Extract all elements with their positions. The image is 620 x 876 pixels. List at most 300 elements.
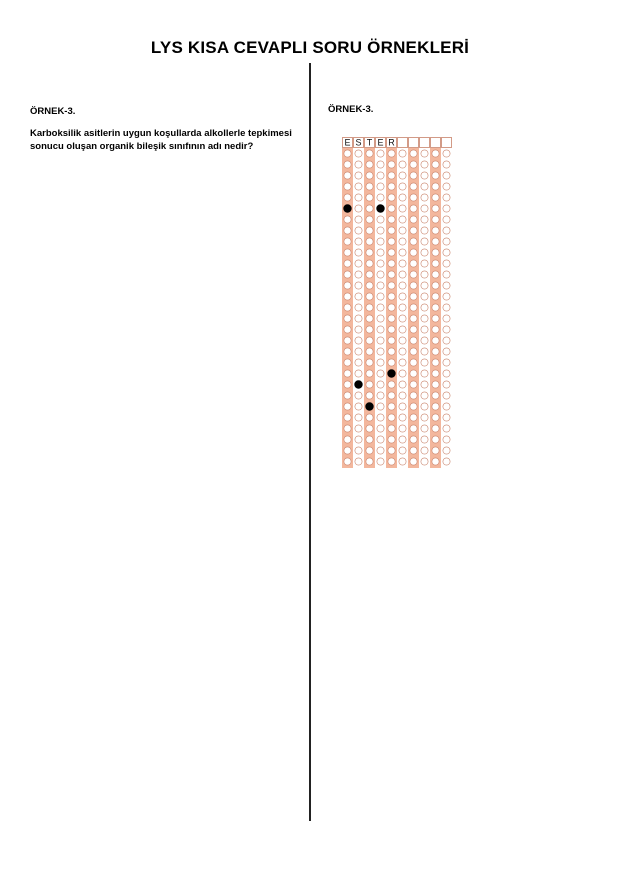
answer-bubble: [432, 425, 439, 432]
answer-bubble: [355, 392, 362, 399]
answer-bubble: [421, 326, 428, 333]
answer-bubble: [410, 161, 417, 168]
answer-bubble: [366, 172, 373, 179]
answer-bubble: [399, 249, 406, 256]
answer-bubble: [377, 403, 384, 410]
answer-bubble: [366, 282, 373, 289]
right-example-label: ÖRNEK-3.: [328, 104, 374, 115]
answer-bubble: [410, 183, 417, 190]
answer-bubble: [366, 414, 373, 421]
answer-bubble: [388, 150, 395, 157]
answer-bubble: [366, 436, 373, 443]
answer-bubble: [366, 238, 373, 245]
answer-bubble: [344, 348, 351, 355]
answer-bubble: [377, 227, 384, 234]
answer-bubble: [388, 414, 395, 421]
answer-bubble: [388, 326, 395, 333]
answer-bubble: [388, 337, 395, 344]
answer-bubble: [432, 326, 439, 333]
answer-bubble: [344, 304, 351, 311]
answer-bubble: [388, 447, 395, 454]
answer-bubble: [344, 359, 351, 366]
answer-bubble: [410, 348, 417, 355]
answer-bubble: [443, 348, 450, 355]
left-example-label: ÖRNEK-3.: [30, 106, 76, 117]
answer-bubble: [344, 150, 351, 157]
answer-bubble: [344, 282, 351, 289]
answer-bubble: [410, 381, 417, 388]
answer-bubble: [344, 227, 351, 234]
answer-bubble: [443, 183, 450, 190]
answer-bubble: [344, 326, 351, 333]
answer-bubble: [366, 392, 373, 399]
answer-bubble: [410, 370, 417, 377]
answer-bubble: [410, 172, 417, 179]
answer-bubble: [399, 403, 406, 410]
answer-bubble: [432, 304, 439, 311]
answer-box: [409, 138, 419, 148]
answer-bubble: [421, 348, 428, 355]
answer-bubble: [443, 315, 450, 322]
answer-bubble: [410, 260, 417, 267]
answer-bubble: [410, 293, 417, 300]
answer-letter: E: [377, 137, 384, 148]
answer-bubble: [366, 293, 373, 300]
answer-bubble: [388, 194, 395, 201]
answer-bubble: [432, 381, 439, 388]
answer-bubble: [443, 172, 450, 179]
answer-bubble: [355, 172, 362, 179]
answer-bubble: [344, 260, 351, 267]
answer-bubble: [355, 436, 362, 443]
answer-bubble: [366, 194, 373, 201]
answer-bubble: [377, 282, 384, 289]
answer-bubble: [432, 161, 439, 168]
answer-bubble: [410, 447, 417, 454]
answer-bubble: [399, 447, 406, 454]
answer-bubble: [399, 315, 406, 322]
answer-bubble: [399, 194, 406, 201]
answer-bubble: [388, 293, 395, 300]
answer-bubble: [410, 282, 417, 289]
answer-bubble: [355, 150, 362, 157]
answer-bubble: [399, 370, 406, 377]
answer-bubble: [377, 161, 384, 168]
answer-bubble: [432, 293, 439, 300]
answer-bubble: [410, 315, 417, 322]
answer-bubble: [421, 216, 428, 223]
answer-bubble: [355, 403, 362, 410]
answer-bubble: [366, 205, 373, 212]
answer-bubble: [377, 381, 384, 388]
answer-bubble: [388, 249, 395, 256]
answer-bubble: [443, 370, 450, 377]
answer-bubble: [377, 315, 384, 322]
answer-bubble: [355, 337, 362, 344]
answer-bubble: [355, 238, 362, 245]
answer-box: [442, 138, 452, 148]
answer-bubble: [355, 216, 362, 223]
answer-bubble: [377, 260, 384, 267]
answer-bubble: [443, 458, 450, 465]
answer-bubble: [355, 249, 362, 256]
answer-bubble: [432, 315, 439, 322]
answer-bubble: [410, 414, 417, 421]
answer-bubble: [344, 403, 351, 410]
answer-bubble: [421, 150, 428, 157]
answer-bubble: [432, 436, 439, 443]
answer-bubble: [366, 249, 373, 256]
answer-bubble: [344, 172, 351, 179]
answer-bubble: [432, 370, 439, 377]
answer-bubble: [366, 359, 373, 366]
answer-bubble: [421, 392, 428, 399]
answer-bubble: [410, 425, 417, 432]
answer-bubble: [421, 403, 428, 410]
answer-bubble: [443, 249, 450, 256]
answer-bubble: [388, 172, 395, 179]
answer-bubble: [421, 293, 428, 300]
answer-bubble: [443, 205, 450, 212]
answer-bubble: [355, 161, 362, 168]
answer-bubble: [399, 337, 406, 344]
answer-bubble: [410, 403, 417, 410]
answer-bubble: [366, 315, 373, 322]
answer-bubble: [366, 348, 373, 355]
answer-bubble: [377, 172, 384, 179]
answer-bubble: [421, 205, 428, 212]
answer-bubble: [421, 183, 428, 190]
answer-bubble: [377, 458, 384, 465]
answer-bubble: [344, 425, 351, 432]
answer-box: [431, 138, 441, 148]
answer-bubble: [410, 205, 417, 212]
answer-bubble: [399, 392, 406, 399]
answer-bubble: [421, 161, 428, 168]
answer-bubble: [443, 403, 450, 410]
answer-bubble: [399, 414, 406, 421]
answer-bubble: [443, 436, 450, 443]
answer-box: [398, 138, 408, 148]
answer-bubble: [366, 227, 373, 234]
answer-bubble: [421, 282, 428, 289]
answer-bubble: [355, 359, 362, 366]
answer-bubble: [443, 161, 450, 168]
answer-bubble: [410, 337, 417, 344]
answer-bubble: [377, 392, 384, 399]
answer-bubble: [432, 414, 439, 421]
answer-bubble: [410, 359, 417, 366]
answer-bubble: [377, 216, 384, 223]
answer-bubble: [421, 249, 428, 256]
answer-bubble: [399, 326, 406, 333]
answer-bubble: [399, 260, 406, 267]
answer-bubble: [421, 227, 428, 234]
answer-bubble: [377, 150, 384, 157]
answer-bubble: [366, 216, 373, 223]
answer-bubble: [344, 216, 351, 223]
answer-bubble: [410, 150, 417, 157]
answer-bubble: [377, 304, 384, 311]
answer-bubble: [421, 414, 428, 421]
answer-bubble: [355, 227, 362, 234]
answer-bubble: [399, 172, 406, 179]
answer-bubble: [443, 447, 450, 454]
answer-bubble: [432, 150, 439, 157]
answer-bubble: [421, 436, 428, 443]
answer-bubble: [410, 458, 417, 465]
answer-bubble-marked: [388, 370, 396, 378]
answer-bubble: [344, 315, 351, 322]
answer-bubble: [421, 172, 428, 179]
answer-bubble: [388, 315, 395, 322]
answer-bubble: [377, 425, 384, 432]
answer-bubble: [344, 392, 351, 399]
answer-bubble: [421, 425, 428, 432]
answer-bubble: [432, 172, 439, 179]
answer-bubble: [399, 150, 406, 157]
answer-bubble: [344, 436, 351, 443]
answer-bubble: [355, 458, 362, 465]
answer-bubble: [399, 359, 406, 366]
answer-bubble: [388, 238, 395, 245]
answer-bubble: [421, 315, 428, 322]
answer-bubble: [399, 238, 406, 245]
page-title: LYS KISA CEVAPLI SORU ÖRNEKLERİ: [150, 38, 470, 57]
answer-bubble: [355, 271, 362, 278]
answer-bubble: [388, 227, 395, 234]
answer-bubble: [377, 249, 384, 256]
answer-bubble: [399, 381, 406, 388]
answer-bubble: [344, 249, 351, 256]
answer-bubble: [366, 370, 373, 377]
answer-bubble: [377, 337, 384, 344]
answer-bubble: [443, 359, 450, 366]
answer-bubble: [443, 282, 450, 289]
answer-bubble: [355, 260, 362, 267]
answer-bubble: [355, 293, 362, 300]
answer-bubble: [399, 271, 406, 278]
answer-bubble: [344, 458, 351, 465]
answer-bubble: [432, 227, 439, 234]
answer-bubble: [432, 447, 439, 454]
answer-bubble: [377, 238, 384, 245]
answer-bubble: [399, 304, 406, 311]
answer-bubble: [432, 403, 439, 410]
answer-bubble: [366, 326, 373, 333]
answer-bubble: [366, 150, 373, 157]
answer-bubble: [421, 447, 428, 454]
answer-bubble: [344, 194, 351, 201]
answer-bubble: [366, 447, 373, 454]
answer-bubble: [432, 216, 439, 223]
answer-bubble: [443, 293, 450, 300]
answer-bubble: [344, 370, 351, 377]
answer-bubble: [399, 183, 406, 190]
answer-bubble: [344, 414, 351, 421]
answer-bubble: [355, 282, 362, 289]
answer-bubble: [399, 293, 406, 300]
answer-bubble: [355, 183, 362, 190]
answer-bubble: [410, 227, 417, 234]
answer-bubble: [366, 304, 373, 311]
answer-bubble: [399, 282, 406, 289]
answer-bubble: [432, 205, 439, 212]
answer-bubble: [355, 348, 362, 355]
answer-bubble: [377, 326, 384, 333]
answer-bubble: [410, 216, 417, 223]
answer-bubble: [432, 183, 439, 190]
answer-bubble: [355, 414, 362, 421]
answer-bubble: [377, 414, 384, 421]
answer-bubble: [399, 205, 406, 212]
answer-bubble: [443, 414, 450, 421]
answer-bubble: [344, 161, 351, 168]
answer-bubble: [366, 271, 373, 278]
answer-bubble: [355, 304, 362, 311]
answer-bubble: [355, 315, 362, 322]
answer-bubble: [355, 194, 362, 201]
answer-bubble: [355, 205, 362, 212]
answer-bubble: [366, 183, 373, 190]
answer-bubble: [377, 293, 384, 300]
question-text: [30, 128, 300, 153]
answer-bubble: [410, 194, 417, 201]
answer-bubble: [377, 447, 384, 454]
answer-bubble: [388, 205, 395, 212]
answer-bubble: [344, 337, 351, 344]
answer-bubble-marked: [377, 205, 385, 213]
answer-bubble: [443, 392, 450, 399]
answer-bubble: [421, 271, 428, 278]
answer-bubble: [388, 260, 395, 267]
answer-bubble: [410, 271, 417, 278]
column-divider: [309, 63, 311, 821]
question-line-2: sonucu oluşan organik bileşik sınıfının adı nedir?: [30, 140, 254, 152]
answer-bubble: [344, 293, 351, 300]
answer-bubble: [421, 260, 428, 267]
answer-bubble: [399, 161, 406, 168]
answer-bubble: [443, 238, 450, 245]
answer-bubble: [443, 271, 450, 278]
answer-bubble: [388, 282, 395, 289]
answer-bubble-marked: [344, 205, 352, 213]
answer-bubble: [399, 227, 406, 234]
answer-bubble: [432, 348, 439, 355]
answer-bubble: [443, 216, 450, 223]
answer-bubble: [443, 381, 450, 388]
answer-bubble: [388, 348, 395, 355]
answer-bubble: [388, 392, 395, 399]
answer-bubble: [443, 194, 450, 201]
answer-bubble: [421, 370, 428, 377]
answer-bubble: [377, 348, 384, 355]
answer-bubble: [388, 436, 395, 443]
answer-bubble: [399, 436, 406, 443]
answer-bubble: [377, 194, 384, 201]
answer-bubble: [399, 348, 406, 355]
answer-bubble: [355, 370, 362, 377]
answer-bubble: [399, 425, 406, 432]
answer-bubble: [388, 304, 395, 311]
answer-bubble: [432, 359, 439, 366]
answer-letter: R: [388, 137, 395, 148]
answer-box: [420, 138, 430, 148]
answer-bubble: [377, 271, 384, 278]
answer-bubble: [432, 194, 439, 201]
answer-bubble: [421, 458, 428, 465]
answer-bubble: [388, 216, 395, 223]
answer-bubble: [421, 337, 428, 344]
answer-bubble: [432, 249, 439, 256]
answer-bubble: [388, 161, 395, 168]
answer-bubble: [355, 425, 362, 432]
answer-bubble: [421, 304, 428, 311]
answer-bubble: [443, 150, 450, 157]
answer-bubble: [366, 425, 373, 432]
answer-bubble: [377, 183, 384, 190]
answer-bubble: [443, 227, 450, 234]
answer-bubble: [432, 271, 439, 278]
answer-bubble: [443, 425, 450, 432]
answer-letter: T: [366, 137, 373, 148]
answer-bubble: [388, 359, 395, 366]
answer-bubble: [388, 381, 395, 388]
answer-bubble: [443, 260, 450, 267]
answer-letter: E: [344, 137, 351, 148]
answer-bubble: [344, 183, 351, 190]
answer-bubble: [377, 359, 384, 366]
answer-bubble: [388, 183, 395, 190]
answer-bubble: [432, 282, 439, 289]
answer-bubble: [366, 260, 373, 267]
answer-bubble: [377, 436, 384, 443]
answer-bubble: [399, 216, 406, 223]
answer-bubble: [366, 381, 373, 388]
answer-bubble: [388, 425, 395, 432]
answer-bubble: [388, 271, 395, 278]
answer-bubble-marked: [366, 403, 374, 411]
answer-bubble: [421, 381, 428, 388]
answer-bubble: [344, 447, 351, 454]
answer-bubble: [432, 392, 439, 399]
answer-bubble: [432, 260, 439, 267]
answer-bubble: [388, 403, 395, 410]
answer-bubble: [421, 194, 428, 201]
answer-bubble: [421, 359, 428, 366]
answer-bubble: [410, 392, 417, 399]
answer-letter: S: [355, 137, 362, 148]
answer-bubble: [399, 458, 406, 465]
answer-bubble: [443, 326, 450, 333]
answer-bubble: [366, 337, 373, 344]
answer-bubble: [344, 238, 351, 245]
answer-bubble: [366, 458, 373, 465]
optical-answer-form: [342, 137, 453, 468]
answer-bubble: [355, 447, 362, 454]
question-line-1: Karboksilik asitlerin uygun koşullarda alkollerle tepkimesi: [30, 128, 292, 139]
answer-bubble-marked: [355, 381, 363, 389]
answer-bubble: [344, 271, 351, 278]
answer-bubble: [432, 337, 439, 344]
answer-bubble: [421, 238, 428, 245]
answer-bubble: [410, 436, 417, 443]
answer-bubble: [355, 326, 362, 333]
answer-bubble: [443, 304, 450, 311]
answer-bubble: [410, 249, 417, 256]
answer-bubble: [366, 161, 373, 168]
answer-bubble: [377, 370, 384, 377]
